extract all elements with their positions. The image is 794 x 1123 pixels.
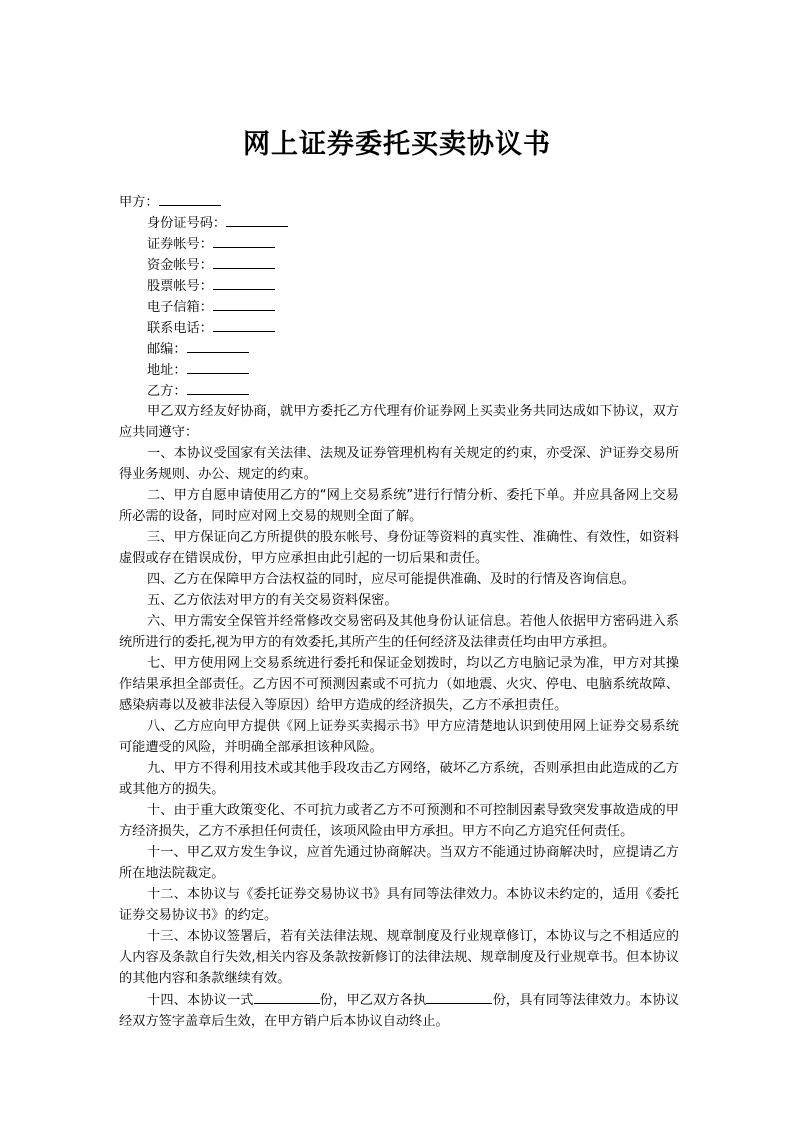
clause-paragraph: 五、乙方依法对甲方的有关交易资料保密。: [147, 593, 398, 608]
field-blank: [213, 233, 275, 248]
field-label: 电子信箱：: [147, 300, 213, 315]
clause-paragraph: 四、乙方在保障甲方合法权益的同时，应尽可能提供准确、及时的行情及咨询信息。: [147, 572, 635, 587]
field-phone: [119, 317, 679, 338]
clause-paragraph: 十三、本协议签署后，若有关法律法规、规章制度及行业规章修订，本协议与之不相适应的人内容及条款自行失效,相关内容及条款按新修订的法律法规、规章制度及行业规章书。但本协议的其他内容和条款继续有效。: [119, 929, 679, 986]
field-blank: [226, 212, 288, 227]
field-label: 地址：: [147, 363, 187, 378]
field-blank: [213, 275, 275, 290]
field-stock-account: [119, 275, 679, 296]
clause-paragraph: 二、甲方自愿申请使用乙方的“网上交易系统”进行行情分析、委托下单。并应具备网上交易所必需的设备，同时应对网上交易的规则全面了解。: [119, 488, 679, 524]
field-id-number: [119, 212, 679, 233]
field-blank: [187, 338, 249, 353]
field-address: [119, 359, 679, 380]
clause-paragraph: 七、甲方使用网上交易系统进行委托和保证金划拨时，均以乙方电脑记录为准，甲方对其操作结果承担全部责任。乙方因不可预测因素或不可抗力（如地震、火灾、停电、电脑系统故障、感染病毒以及被非法侵入等原因）给甲方造成的经济损失，乙方不承担责任。: [119, 656, 679, 713]
party-a-blank: [159, 191, 221, 206]
clause-paragraph: 三、甲方保证向乙方所提供的股东帐号、身份证等资料的真实性、准确性、有效性，如资料虚假或存在错误成份，甲方应承担由此引起的一切后果和责任。: [119, 530, 679, 566]
field-blank: [187, 359, 249, 374]
party-b-blank: [187, 380, 249, 395]
field-postcode: [119, 338, 679, 359]
clause-paragraph: 一、本协议受国家有关法律、法规及证券管理机构有关规定的约束，亦受深、沪证券交易所得业务规则、办公、规定的约束。: [119, 446, 679, 482]
field-blank: [213, 296, 275, 311]
field-email: [119, 296, 679, 317]
field-label: 邮编：: [147, 342, 187, 357]
copies-each-blank: [426, 989, 492, 1004]
field-blank: [213, 317, 275, 332]
clause-14-paragraph: [119, 989, 679, 1032]
copies-total-blank: [254, 989, 320, 1004]
party-b-label: 乙方：: [147, 384, 187, 399]
document-title: 网上证券委托买卖协议书: [243, 129, 551, 160]
clause-paragraph: 九、甲方不得利用技术或其他手段攻击乙方网络，破坏乙方系统，否则承担由此造成的乙方或其他方的损失。: [119, 761, 679, 797]
field-securities-account: [119, 233, 679, 254]
clause-paragraph: 十一、甲乙双方发生争议，应首先通过协商解决。当双方不能通过协商解决时，应提请乙方所在地法院裁定。: [119, 845, 679, 881]
field-fund-account: [119, 254, 679, 275]
field-label: 资金帐号：: [147, 258, 213, 273]
field-blank: [213, 254, 275, 269]
clause-paragraph: 十、由于重大政策变化、不可抗力或者乙方不可预测和不可控制因素导致突发事故造成的甲方经济损失，乙方不承担任何责任，该项风险由甲方承担。甲方不向乙方追究任何责任。: [119, 803, 679, 839]
party-a-line: [119, 191, 679, 212]
intro-paragraph: 甲乙双方经友好协商，就甲方委托乙方代理有价证券网上买卖业务共同达成如下协议，双方应共同遵守：: [119, 404, 679, 440]
field-label: 证券帐号：: [147, 237, 213, 252]
field-label: 股票帐号：: [147, 279, 213, 294]
field-label: 联系电话：: [147, 321, 213, 336]
clause-14-part3: 份，具有同等法律效力。本协议经双方签字盖章后生效，在甲方销户后本协议自动终止。: [119, 993, 680, 1029]
clause-paragraph: 十二、本协议与《委托证券交易协议书》具有同等法律效力。本协议未约定的，适用《委托证券交易协议书》的约定。: [119, 887, 679, 923]
clause-14-part1: 十四、本协议一式: [147, 993, 254, 1008]
document-body: [119, 191, 679, 1032]
clause-14-part2: 份，甲乙双方各执: [319, 993, 427, 1008]
party-a-label: 甲方：: [119, 195, 159, 210]
clause-paragraph: 八、乙方应向甲方提供《网上证券买卖揭示书》甲方应清楚地认识到使用网上证券交易系统可能遭受的风险，并明确全部承担该种风险。: [119, 719, 679, 755]
party-b-line: [119, 380, 679, 401]
clause-paragraph: 六、甲方需安全保管并经常修改交易密码及其他身份认证信息。若他人依据甲方密码进入系统所进行的委托,视为甲方的有效委托,其所产生的任何经济及法律责任均由甲方承担。: [119, 614, 679, 650]
field-label: 身份证号码：: [147, 216, 227, 231]
